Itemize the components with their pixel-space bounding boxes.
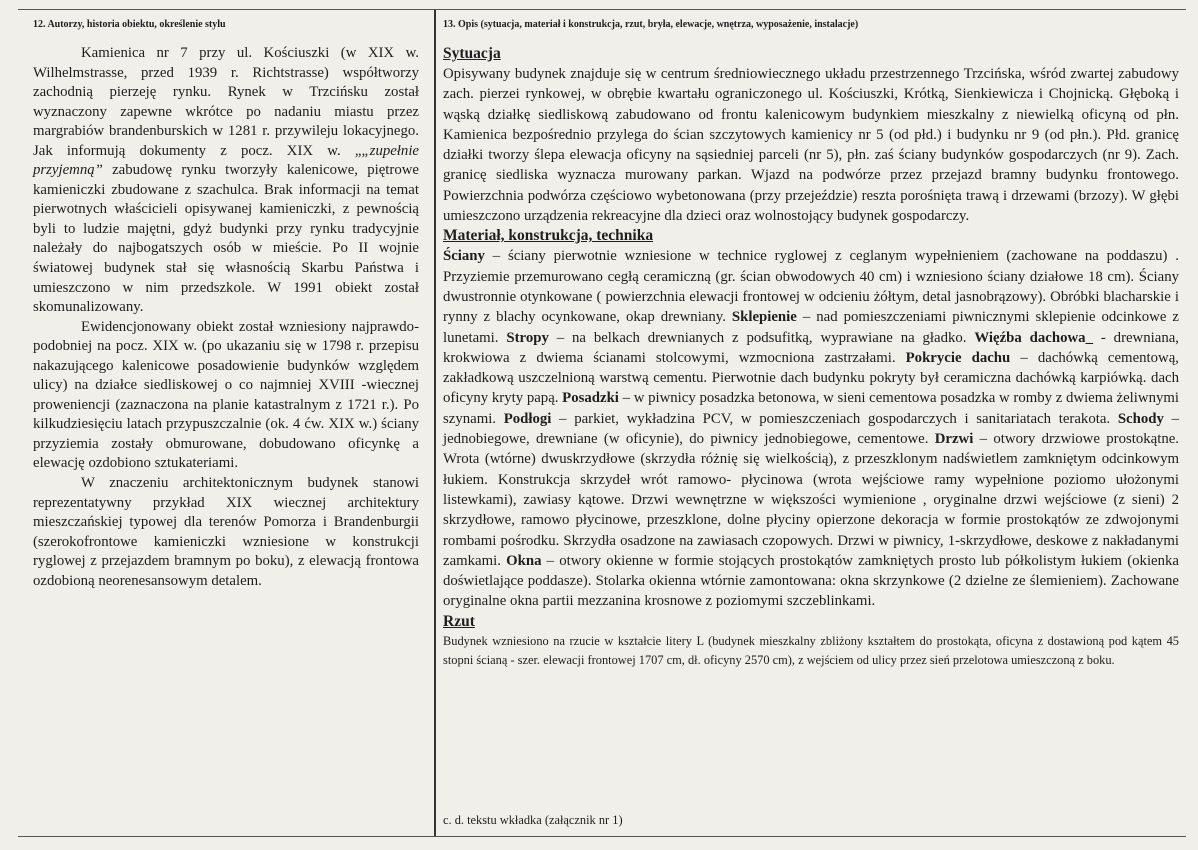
rzut-paragraph: Budynek wzniesiono na rzucie w kształcie litery L (budynek mieszkalny zbliżony kształtem do prostokąta, oficyna z dostawioną pod kątem 45 stopni ścianą - szer. elewacji frontowej 1707 cm, dł. oficyny 2570 cm), z wejściem od ulicy przez sień przelotowa umieszczoną z boku.: [443, 633, 1179, 667]
label-sciany: Ściany: [443, 248, 485, 265]
text-podlogi: – parkiet, wykładzina PCV, w pomieszczeniach gospodarczych i sanitariatach terakota.: [551, 410, 1118, 427]
label-wiezba: Więźba dachowa_: [974, 329, 1093, 346]
text-sklepienie: – nad pomieszczeniami piwnicznymi sklepienie odcinkowe z lunetami.: [443, 309, 1179, 346]
history-p1-quote: „zupełnie przyjemną”: [33, 142, 419, 179]
description-text: [443, 44, 1179, 670]
sytuacja-paragraph: Opisywany budynek znajduje się w centrum średniowiecznego układu przestrzennego Trzcińska, wśród zwartej zabudowy zach. pierzei rynkowej, w obrębie kwartału ograniczonego ul. Kościuszki, Krótką, Sienkiewicza i Chojnicką. Głęboką i wąską działkę siedliskową zabudowano od frontu kalenicowym budynkiem mieszkalny z niewielką oficyną od płn. Kamienica bezpośrednio przylega do ścian szczytowych kamienicy nr 5 (od płd.) i budynku nr 9 (od płn.). Płd. granicę działki tworzy ślepa elewacja oficyny na sąsiedniej parceli (nr 5), płn. zaś ściany budynków gospodarczych (nr 9). Zach. granicę siedliska wyznacza murowany parkan. Wjazd na podwórze przez przejazd bramny budynku frontowego. Powierzchnia podwórza częściowo wybetonowana (przy przejeździe) reszta porośnięta trawą i drzewami (brzozy). W głębi umieszczono urządzenia rekreacyjne dla dzieci oraz wolnostojący budynek gospodarczy.: [443, 66, 1179, 225]
history-text: [33, 44, 419, 591]
top-rule: [18, 9, 1186, 10]
label-sklepienie: Sklepienie: [731, 309, 797, 326]
label-okna: Okna: [506, 552, 542, 569]
history-column: [33, 18, 419, 591]
history-p1-part-2: zabudowę rynku tworzyły kalenicowe, piętrowe kamieniczki zbudowane z szachulca. Brak informacji na temat pierwotnych właścicieli opisywanej kamieniczki, z pewnością byli to ludzie majętni, gdyż budynki przy rynku tradycyjnie należały do najbogatszych osób w mieście. Po II wojnie światowej budynek stał się własnością Skarbu Państwa i umieszczono w nim przedszkole. W 1991 obiekt został skomunalizowany.: [33, 162, 419, 316]
bottom-rule: [18, 836, 1186, 837]
continuation-note: c. d. tekstu wkładka (załącznik nr 1): [443, 813, 623, 827]
label-pokrycie: Pokrycie dachu: [905, 349, 1011, 366]
text-okna: – otwory okienne w formie stojących prostokątów zamkniętych prosto lub półkolistym łukiem (okienka doświetlające poddasze). Stolarka okienna wtórnie zamontowana: okna skrzynkowe (2 dzielne ze ślemieniem). Zachowane oryginalne okna partii mezzanina krosnowe z poziomymi szczeblinkami.: [443, 552, 1179, 610]
history-paragraph-2: Ewidencjonowany obiekt został wzniesiony najprawdo- podobniej na pocz. XIX w. (po ukazaniu się w 1798 r. przepisu nakazującego kalenicowe posadowienie budynków względem ulicy) na działce siedliskowej o co najmniej XVIII -wiecznej proweniencji (zaznaczona na planie katastralnym z 1721 r.). Po kilkudziesięciu latach przypuszczalnie (ok. 4 ćw. XIX w.) ściany przyziemia zostały obmurowane, dobudowano oficynkę a elewację ozdobiono sztukateriami.: [33, 318, 419, 472]
section-title-rzut: Rzut: [443, 612, 475, 630]
section-title-material: Materiał, konstrukcja, technika: [443, 227, 654, 245]
history-paragraph-3: W znaczeniu architektonicznym budynek stanowi reprezentatywny przykład XIX wiecznej architektury mieszczańskiej typowej dla terenów Pomorza i Brandenburgii (szerokofrontowe kamieniczki wzniesione w konstrukcji ryglowej z przejazdem bramnym po boku), z elewacją frontowa ozdobioną neorenesansowym detalem.: [33, 475, 419, 589]
text-posadzki: – w piwnicy posadzka betonowa, w sieni cementowa posadzka w romby z dwiema żeliwnymi szynami.: [443, 390, 1179, 427]
section-title-sytuacja: Sytuacja: [443, 45, 501, 62]
text-drzwi: – otwory drzwiowe prostokątne. Wrota (wtórne) dwuskrzydłowe (skrzydła różnię się wielkością), z przeszklonym nadświetlem zamkniętym odcinkowym łukiem. Konstrukcja skrzydeł wrót ramowo- płycinowa (wrota wejściowe ramy wypełnione poziomo ułożonymi listewkami), zawiasy kątowe. Drzwi wewnętrzne w większości wymienione , oryginalne drzwi wejściowe (z sieni) 2 skrzydłowe, ramowo płycinowe, przeszklone, dolne płyciny opierzone dekoracja w formie prostokątów ze zdwojonymi rombami pośrodku. Skrzydła osadzone na zawiasach czopowych. Drzwi w piwnicy, 1-skrzydłowe, deskowe z nakładanymi zamkami.: [443, 431, 1179, 569]
description-column: [443, 18, 1179, 670]
text-pokrycie: – dachówką cementową, zakładkową uszczelnioną warstwą cementu. Pierwotnie dach budynku pokryty był ceramiczna dachówką karpiówką. dach oficyny kryty papą.: [443, 349, 1179, 407]
history-paragraph-1: [33, 44, 419, 318]
history-p1-part-1: Kamienica nr 7 przy ul. Kościuszki (w XIX w. Wilhelmstrasse, przed 1939 r. Richtstrasse) współtworzy zachodnią pierzeję rynku. Rynek w Trzcińsku został wyznaczony zapewne wkrótce po nadaniu miastu przez margrabiów brandenburskich w 1281 r. przywileju lokacyjnego. Jak informują dokumenty z pocz. XIX w. „: [33, 45, 419, 159]
label-drzwi: Drzwi: [934, 431, 974, 448]
text-wiezba: - drewniana, krokwiowa z dwiema ścianami stolcowymi, wzmocniona zastrzałami.: [443, 329, 1179, 366]
label-stropy: Stropy: [506, 329, 549, 346]
column-divider: [434, 10, 436, 836]
label-schody: Schody: [1117, 410, 1164, 427]
material-paragraph: [443, 246, 1179, 611]
description-heading: 13. Opis (sytuacja, materiał i konstrukcja, rzut, bryła, elewacje, wnętrza, wyposażenie, instalacje): [443, 19, 859, 30]
label-posadzki: Posadzki: [562, 390, 619, 407]
text-schody: – jednobiegowe, drewniane (w oficynie), do piwnicy jednobiegowe, cementowe.: [443, 410, 1179, 448]
text-sciany: – ściany pierwotnie wzniesione w technice ryglowej z ceglanym wypełnieniem (zachowane na poddaszu) . Przyziemie przemurowano cegłą ceramiczną (gr. ścian obwodowych 40 cm) i wzniesiono ściany działowe 18 cm). Ściany dwustronnie otynkowane ( powierzchnia elewacji frontowej w odcieniu żółtym, detal jasnobrązowy). Obróbki blacharskie i rynny z blachy ocynkowane, okap drewniany.: [443, 248, 1179, 326]
text-stropy: – na belkach drewnianych z podsufitką, wyprawiane na gładko.: [548, 329, 975, 346]
history-heading: 12. Autorzy, historia obiektu, określenie stylu: [33, 19, 226, 30]
label-podlogi: Podłogi: [503, 410, 552, 427]
